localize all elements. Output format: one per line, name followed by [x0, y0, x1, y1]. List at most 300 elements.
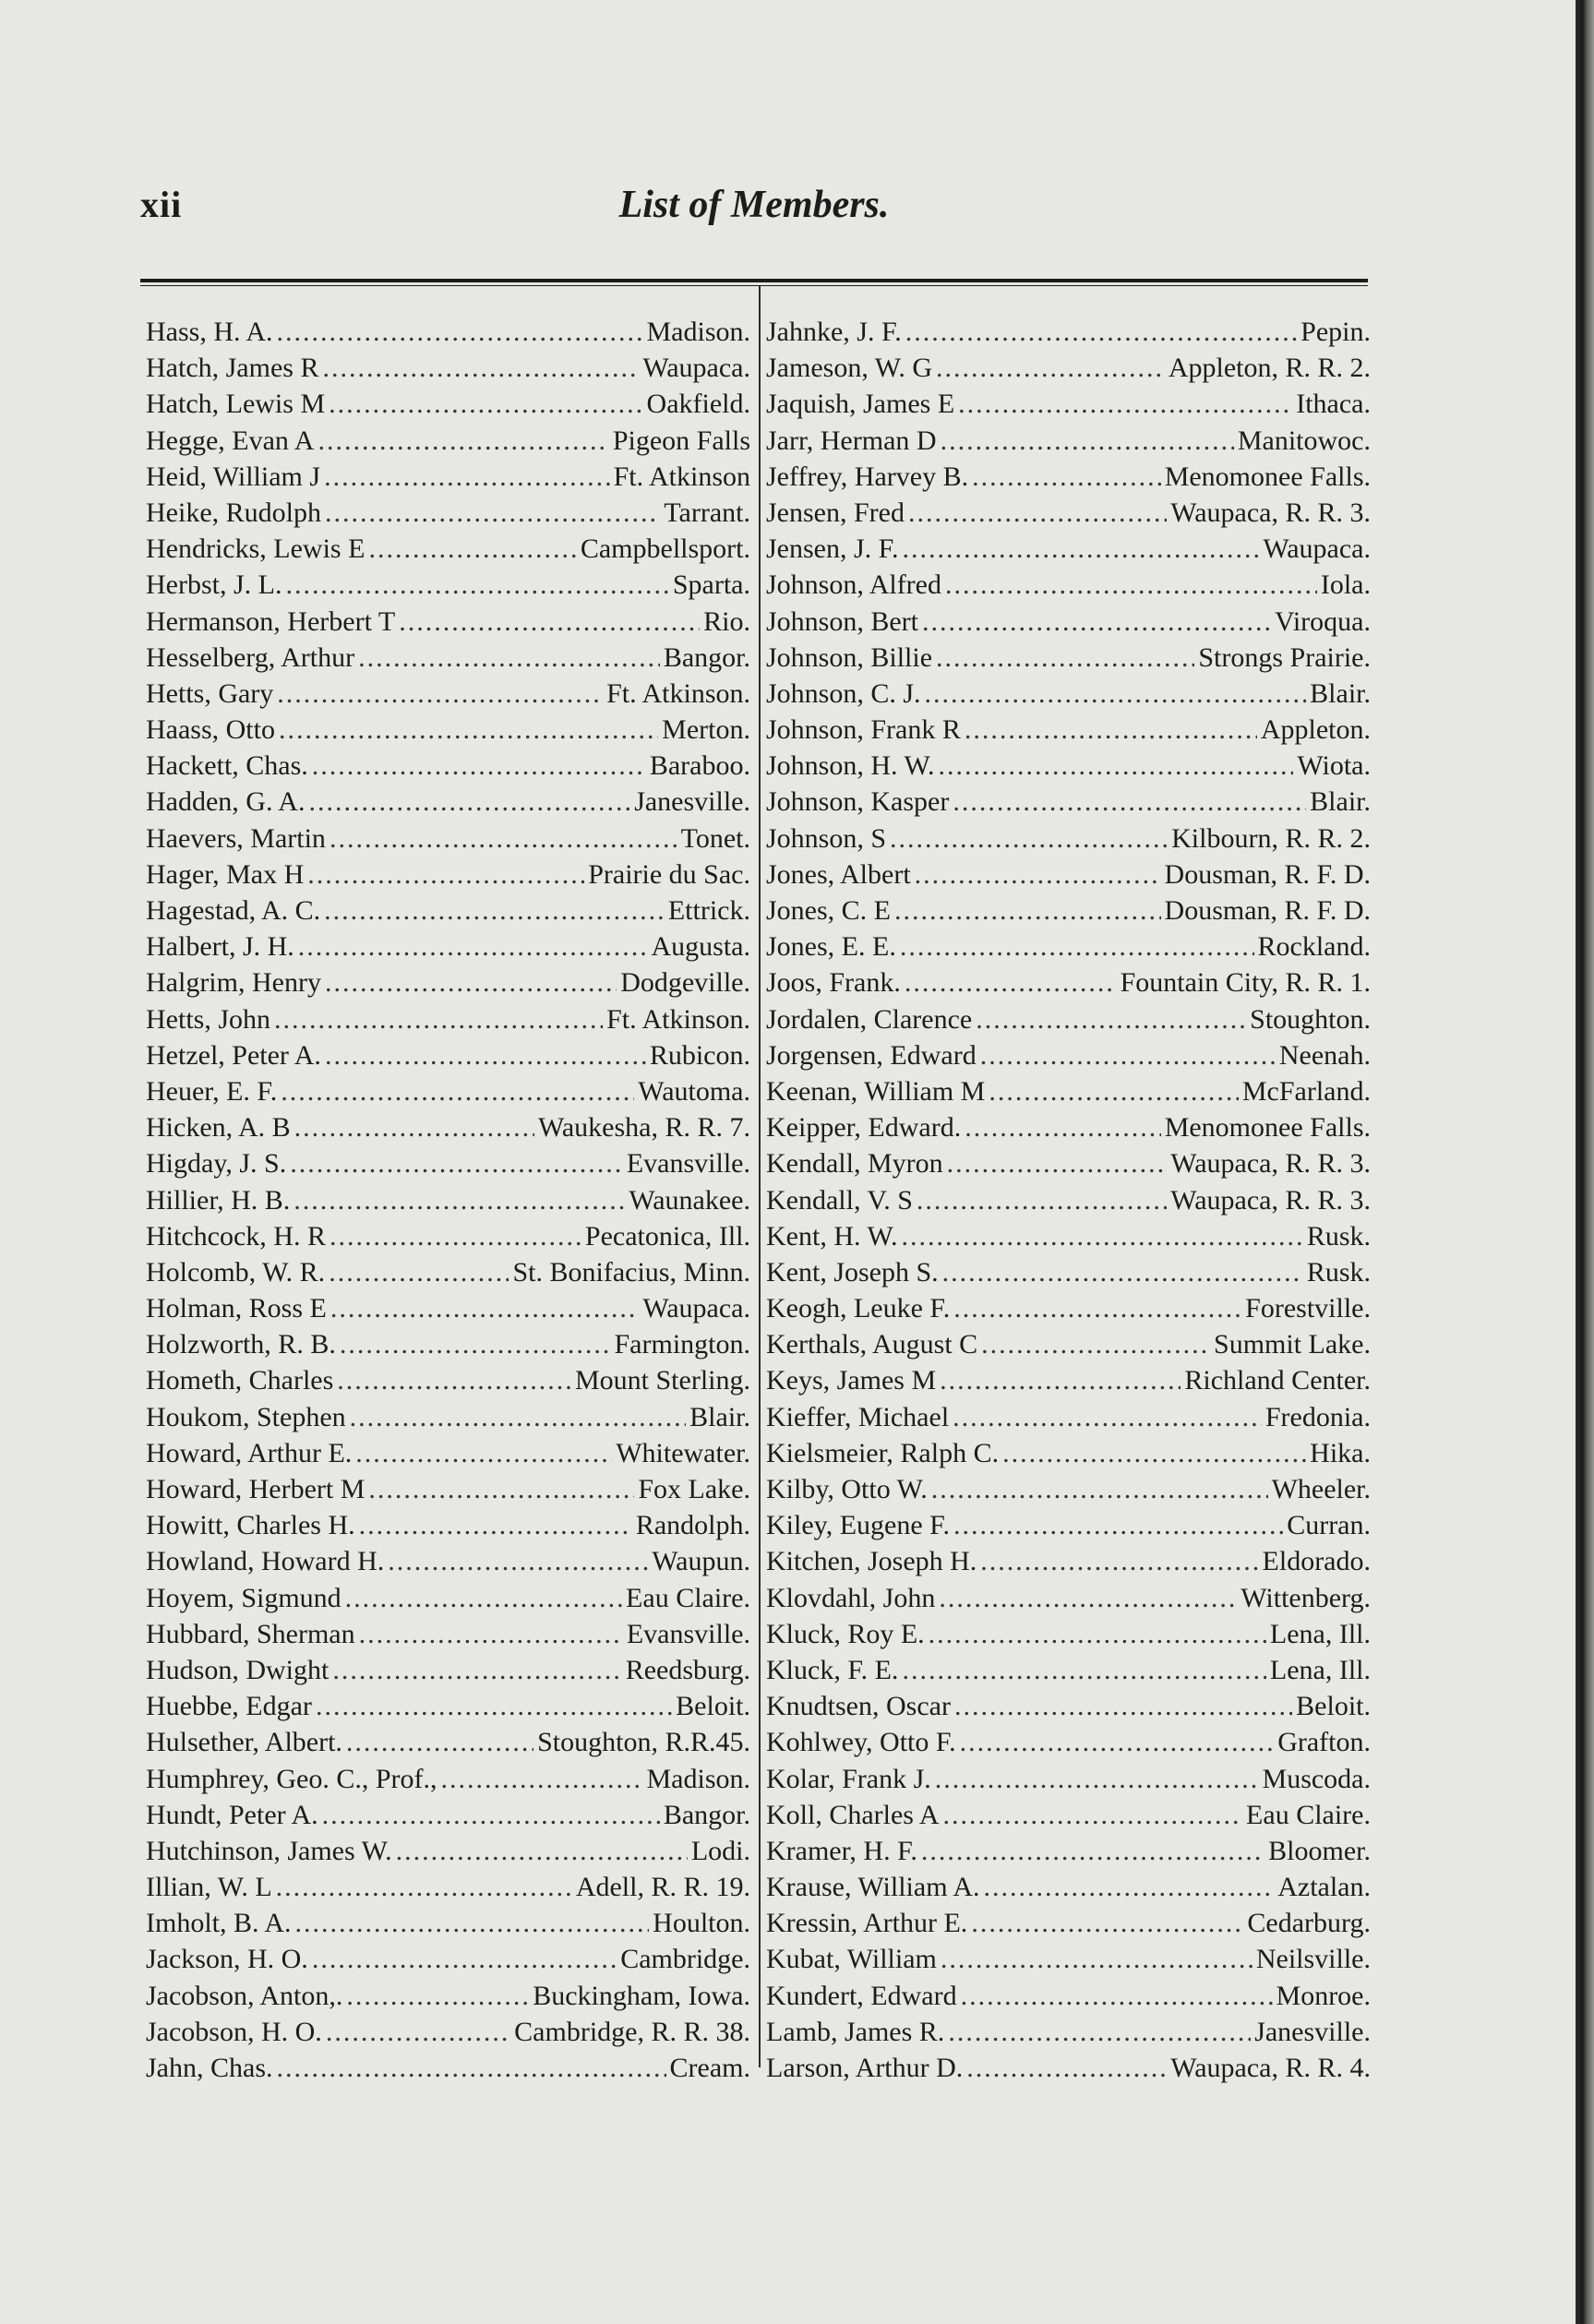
member-place: Cedarburg. — [1247, 1908, 1371, 1939]
member-name: Jarr, Herman D — [766, 425, 937, 456]
member-entry — [766, 1037, 1371, 1073]
member-entry — [766, 1978, 1371, 2014]
member-place: Buckingham, Iowa. — [533, 1980, 750, 2011]
member-column-right — [766, 314, 1371, 2086]
member-name: Kieffer, Michael — [766, 1401, 950, 1432]
member-place: McFarland. — [1241, 1075, 1371, 1107]
member-place: Blair. — [1310, 677, 1371, 709]
member-entry — [146, 640, 750, 676]
dot-leader — [346, 1724, 533, 1760]
page-number: xii — [140, 184, 183, 225]
member-place: Neilsville. — [1255, 1944, 1371, 1975]
member-entry — [146, 1797, 750, 1833]
member-name: Jones, C. E — [766, 895, 891, 926]
dot-leader — [939, 748, 1294, 784]
member-name: Kilby, Otto W. — [766, 1474, 928, 1504]
member-entry — [146, 1507, 750, 1543]
member-entry — [766, 1145, 1371, 1181]
member-place: Monroe. — [1276, 1980, 1371, 2011]
member-place: Hika. — [1310, 1437, 1371, 1468]
member-place: Lena, Ill. — [1269, 1618, 1371, 1649]
member-name: Hudson, Dwight — [146, 1654, 330, 1685]
dot-leader — [939, 1580, 1237, 1616]
member-entry — [766, 1616, 1371, 1652]
member-name: Kendall, Myron — [766, 1148, 943, 1180]
member-place: Sparta. — [672, 569, 750, 601]
dot-leader — [902, 1652, 1265, 1688]
dot-leader — [290, 1145, 623, 1181]
member-place: Wittenberg. — [1240, 1582, 1371, 1613]
member-name: Kohlwey, Otto F. — [766, 1727, 956, 1758]
member-name: Holzworth, R. B. — [146, 1329, 336, 1360]
member-name: Hundt, Peter A. — [146, 1799, 318, 1830]
member-place: Ft. Atkinson. — [606, 677, 750, 709]
dot-leader — [359, 1507, 632, 1543]
dot-leader — [953, 1399, 1262, 1435]
dot-leader — [277, 314, 643, 350]
member-place: Beloit. — [676, 1691, 750, 1722]
member-entry — [146, 1833, 750, 1869]
member-name: Kressin, Arthur E. — [766, 1908, 968, 1939]
member-name: Haevers, Martin — [146, 822, 326, 854]
member-entry — [146, 1724, 750, 1760]
member-name: Hoyem, Sigmund — [146, 1582, 342, 1613]
member-entry — [146, 748, 750, 784]
member-entry — [146, 712, 750, 748]
member-place: Reedsburg. — [625, 1654, 750, 1685]
member-place: Eldorado. — [1262, 1546, 1371, 1577]
dot-leader — [330, 1218, 581, 1254]
dot-leader — [1002, 1435, 1306, 1471]
member-entry — [146, 386, 750, 422]
member-name: Hetzel, Peter A. — [146, 1039, 321, 1071]
member-name: Keys, James M — [766, 1365, 937, 1396]
member-place: Menomonee Falls. — [1164, 1112, 1371, 1144]
member-place: Augusta. — [651, 931, 750, 963]
member-place: Fredonia. — [1264, 1401, 1371, 1432]
dot-leader — [285, 567, 668, 603]
dot-leader — [358, 640, 660, 676]
member-place: Beloit. — [1296, 1691, 1371, 1722]
member-place: Manitowoc. — [1237, 425, 1371, 456]
member-entry — [146, 1254, 750, 1290]
member-entry — [766, 2050, 1371, 2086]
member-entry — [766, 604, 1371, 640]
member-entry — [766, 1761, 1371, 1797]
member-name: Heuer, E. F. — [146, 1075, 278, 1107]
member-name: Johnson, Bert — [766, 605, 918, 637]
member-name: Howitt, Charles H. — [146, 1510, 355, 1541]
member-name: Kent, Joseph S. — [766, 1256, 939, 1288]
member-name: Hutchinson, James W. — [146, 1835, 392, 1866]
dot-leader — [971, 1905, 1243, 1941]
member-place: Eau Claire. — [1246, 1799, 1371, 1830]
dot-leader — [329, 386, 642, 422]
member-entry — [146, 459, 750, 495]
member-name: Howard, Herbert M — [146, 1474, 366, 1504]
member-entry — [146, 2050, 750, 2086]
dot-leader — [905, 964, 1117, 1000]
dot-leader — [325, 1037, 646, 1073]
member-place: Kilbourn, R. R. 2. — [1171, 822, 1371, 854]
member-place: Ft. Atkinson — [613, 461, 750, 492]
member-name: Knudtsen, Oscar — [766, 1691, 951, 1722]
member-place: Curran. — [1287, 1510, 1371, 1541]
member-name: Kluck, Roy E. — [766, 1618, 925, 1649]
dot-leader — [940, 1362, 1181, 1398]
member-place: Tonet. — [680, 822, 750, 854]
member-name: Jones, E. E. — [766, 931, 896, 963]
member-entry — [766, 748, 1371, 784]
member-place: Lodi. — [690, 1835, 750, 1866]
dot-leader — [326, 2014, 510, 2050]
member-entry — [146, 1543, 750, 1579]
dot-leader — [902, 1218, 1303, 1254]
member-name: Keogh, Leuke F. — [766, 1293, 951, 1324]
member-name: Houkom, Stephen — [146, 1401, 346, 1432]
member-entry — [146, 1761, 750, 1797]
dot-leader — [984, 1869, 1275, 1905]
dot-leader — [931, 1471, 1268, 1507]
member-entry — [146, 567, 750, 603]
dot-leader — [307, 857, 584, 892]
member-entry — [766, 386, 1371, 422]
member-place: Wautoma. — [638, 1075, 750, 1107]
member-entry — [146, 1652, 750, 1688]
member-place: Bloomer. — [1268, 1835, 1371, 1866]
member-name: Kiley, Eugene F. — [766, 1510, 950, 1541]
member-name: Jensen, J. F. — [766, 533, 899, 565]
member-entry — [146, 676, 750, 712]
member-entry — [146, 821, 750, 857]
member-name: Jameson, W. G — [766, 353, 932, 384]
member-entry — [146, 1869, 750, 1905]
dot-leader — [276, 1869, 572, 1905]
member-entry — [766, 928, 1371, 964]
member-entry — [146, 1037, 750, 1073]
member-entry — [146, 1182, 750, 1218]
member-place: Menomonee Falls. — [1164, 461, 1371, 492]
member-name: Hendricks, Lewis E — [146, 533, 366, 565]
dot-leader — [324, 892, 665, 928]
member-place: Whitewater. — [616, 1437, 750, 1468]
member-place: Houlton. — [653, 1908, 750, 1939]
dot-leader — [329, 1254, 509, 1290]
member-name: Illian, W. L — [146, 1872, 272, 1903]
member-place: Cream. — [669, 2053, 750, 2083]
member-place: Madison. — [646, 1763, 750, 1794]
dot-leader — [902, 531, 1259, 567]
member-name: Herbst, J. L. — [146, 569, 282, 601]
dot-leader — [980, 1037, 1276, 1073]
member-place: Evansville. — [626, 1618, 750, 1649]
member-place: Waupaca, R. R. 3. — [1170, 497, 1371, 528]
member-entry — [766, 567, 1371, 603]
member-entry — [146, 1905, 750, 1941]
member-place: Pigeon Falls — [612, 425, 750, 456]
dot-leader — [935, 1761, 1259, 1797]
member-entry — [766, 1182, 1371, 1218]
dot-leader — [294, 1182, 625, 1218]
dot-leader — [900, 928, 1254, 964]
member-name: Hillier, H. B. — [146, 1184, 291, 1216]
member-place: Waupaca, R. R. 3. — [1170, 1148, 1371, 1180]
dot-leader — [942, 1254, 1303, 1290]
member-entry — [766, 350, 1371, 386]
member-entry — [766, 1941, 1371, 1977]
member-entry — [146, 1326, 750, 1362]
member-place: Aztalan. — [1277, 1872, 1371, 1903]
member-name: Hass, H. A. — [146, 317, 273, 347]
page-binding-edge — [1559, 0, 1594, 2324]
member-entry — [766, 459, 1371, 495]
dot-leader — [981, 1326, 1210, 1362]
member-entry — [146, 531, 750, 567]
member-entry — [146, 1145, 750, 1181]
header-rule — [140, 279, 1368, 286]
member-entry — [766, 2014, 1371, 2050]
dot-leader — [947, 1145, 1168, 1181]
member-name: Kolar, Frank J. — [766, 1763, 931, 1794]
dot-leader — [905, 314, 1297, 350]
dot-leader — [345, 1580, 622, 1616]
member-entry — [766, 495, 1371, 531]
member-entry — [766, 1073, 1371, 1109]
member-name: Hesselberg, Arthur — [146, 641, 355, 673]
member-entry — [146, 928, 750, 964]
member-entry — [766, 1435, 1371, 1471]
dot-leader — [350, 1399, 687, 1435]
dot-leader — [308, 784, 630, 820]
dot-leader — [953, 1290, 1241, 1326]
dot-leader — [399, 604, 700, 640]
member-entry — [146, 1688, 750, 1724]
member-name: Huebbe, Edgar — [146, 1691, 312, 1722]
member-place: Viroqua. — [1274, 605, 1371, 637]
member-place: Grafton. — [1277, 1727, 1371, 1758]
member-place: Rubicon. — [649, 1039, 750, 1071]
member-place: Cambridge. — [620, 1944, 750, 1975]
member-entry — [146, 495, 750, 531]
member-place: Lena, Ill. — [1269, 1654, 1371, 1685]
member-entry — [766, 531, 1371, 567]
member-name: Jackson, H. O. — [146, 1944, 308, 1975]
member-entry — [766, 784, 1371, 820]
member-name: Hegge, Evan A — [146, 425, 315, 456]
dot-leader — [274, 1001, 603, 1037]
member-name: Haass, Otto — [146, 714, 275, 746]
dot-leader — [894, 892, 1161, 928]
member-name: Johnson, Frank R — [766, 714, 961, 746]
member-place: Rusk. — [1306, 1256, 1371, 1288]
member-entry — [146, 1073, 750, 1109]
member-place: Wiota. — [1297, 750, 1371, 782]
member-entry — [146, 1616, 750, 1652]
member-place: Waukesha, R. R. 7. — [537, 1112, 750, 1144]
member-name: Koll, Charles A — [766, 1799, 940, 1830]
member-entry — [766, 821, 1371, 857]
dot-leader — [312, 748, 646, 784]
page-header — [140, 183, 1368, 238]
member-entry — [766, 964, 1371, 1000]
member-name: Kluck, F. E. — [766, 1654, 899, 1685]
member-name: Hulsether, Albert. — [146, 1727, 342, 1758]
member-entry — [766, 1580, 1371, 1616]
member-entry — [766, 314, 1371, 350]
dot-leader — [943, 1797, 1243, 1833]
member-entry — [766, 1905, 1371, 1941]
member-entry — [146, 314, 750, 350]
member-entry — [766, 1218, 1371, 1254]
member-entry — [146, 1362, 750, 1398]
dot-leader — [279, 712, 658, 748]
member-name: Howard, Arthur E. — [146, 1437, 353, 1468]
dot-leader — [330, 1290, 639, 1326]
member-name: Kendall, V. S — [766, 1184, 913, 1216]
member-place: Waupaca. — [1263, 533, 1371, 565]
dot-leader — [921, 1833, 1264, 1869]
member-place: Baraboo. — [649, 750, 750, 782]
member-place: Neenah. — [1278, 1039, 1371, 1071]
member-entry — [766, 1724, 1371, 1760]
dot-leader — [958, 386, 1292, 422]
dot-leader — [281, 1073, 634, 1109]
member-name: Klovdahl, John — [766, 1582, 936, 1613]
dot-leader — [277, 2050, 666, 2086]
member-place: Pepin. — [1300, 317, 1371, 347]
member-entry — [766, 1362, 1371, 1398]
member-name: Hetts, John — [146, 1003, 270, 1035]
member-name: Joos, Frank. — [766, 967, 901, 999]
dot-leader — [929, 1616, 1266, 1652]
member-entry — [766, 1001, 1371, 1037]
dot-leader — [954, 1688, 1292, 1724]
member-place: Forestville. — [1245, 1293, 1371, 1324]
dot-leader — [989, 1073, 1239, 1109]
dot-leader — [966, 2050, 1167, 2086]
member-place: Dousman, R. F. D. — [1164, 895, 1371, 926]
dot-leader — [965, 712, 1257, 748]
member-place: Eau Claire. — [626, 1582, 750, 1613]
member-name: Hitchcock, H. R — [146, 1220, 326, 1252]
member-entry — [766, 1326, 1371, 1362]
member-place: Strongs Prairie. — [1198, 641, 1371, 673]
dot-leader — [312, 1941, 617, 1977]
member-name: Jeffrey, Harvey B. — [766, 461, 969, 492]
member-name: Humphrey, Geo. C., Prof., — [146, 1763, 437, 1794]
member-name: Hatch, Lewis M — [146, 389, 326, 420]
dot-leader — [965, 1109, 1160, 1145]
dot-leader — [908, 495, 1167, 531]
member-name: Howland, Howard H. — [146, 1546, 385, 1577]
member-entry — [146, 1941, 750, 1977]
member-name: Imholt, B. A. — [146, 1908, 292, 1939]
dot-leader — [298, 928, 648, 964]
dot-leader — [953, 784, 1306, 820]
member-name: Larson, Arthur D. — [766, 2053, 964, 2083]
member-entry — [766, 857, 1371, 892]
dot-leader — [960, 1724, 1275, 1760]
dot-leader — [941, 1941, 1252, 1977]
member-name: Hackett, Chas. — [146, 750, 308, 782]
member-place: Dodgeville. — [620, 967, 750, 999]
member-place: Waunakee. — [629, 1184, 750, 1216]
member-place: Prairie du Sac. — [588, 858, 750, 890]
member-name: Hicken, A. B — [146, 1112, 291, 1144]
member-name: Jacobson, Anton,. — [146, 1980, 343, 2011]
member-name: Lamb, James R. — [766, 2016, 945, 2047]
member-entry — [766, 1833, 1371, 1869]
dot-leader — [325, 495, 660, 531]
dot-leader — [295, 1905, 650, 1941]
member-place: Ft. Atkinson. — [606, 1003, 750, 1035]
member-place: Stoughton. — [1250, 1003, 1371, 1035]
dot-leader — [346, 1978, 529, 2014]
member-place: Ithaca. — [1296, 389, 1371, 420]
dot-leader — [917, 1182, 1167, 1218]
member-place: Merton. — [662, 714, 750, 746]
member-name: Johnson, H. W. — [766, 750, 935, 782]
member-place: Fountain City, R. R. 1. — [1120, 967, 1371, 999]
member-place: Campbellsport. — [580, 533, 750, 565]
member-name: Johnson, Billie — [766, 641, 933, 673]
dot-leader — [294, 1109, 534, 1145]
member-place: Muscoda. — [1262, 1763, 1371, 1794]
dot-leader — [922, 604, 1271, 640]
member-column-left — [146, 314, 750, 2086]
member-place: Tarrant. — [664, 497, 750, 528]
dot-leader — [972, 459, 1161, 495]
member-entry — [146, 892, 750, 928]
member-name: Higday, J. S. — [146, 1148, 287, 1180]
member-entry — [766, 423, 1371, 459]
member-place: Cambridge, R. R. 38. — [514, 2016, 750, 2047]
member-entry — [146, 2014, 750, 2050]
member-place: Wheeler. — [1271, 1474, 1371, 1504]
member-place: Mount Sterling. — [574, 1365, 750, 1396]
member-name: Jacobson, H. O. — [146, 2016, 322, 2047]
member-entry — [766, 640, 1371, 676]
member-entry — [766, 1688, 1371, 1724]
member-entry — [146, 1001, 750, 1037]
member-name: Hometh, Charles — [146, 1365, 334, 1396]
member-entry — [766, 1471, 1371, 1507]
member-name: Halbert, J. H. — [146, 931, 294, 963]
dot-leader — [961, 1978, 1273, 2014]
member-place: Bangor. — [663, 1799, 750, 1830]
member-place: Madison. — [646, 317, 750, 347]
member-entry — [766, 1652, 1371, 1688]
dot-leader — [316, 1688, 672, 1724]
dot-leader — [388, 1543, 648, 1579]
member-place: Rio. — [703, 605, 750, 637]
member-name: Kubat, William — [766, 1944, 937, 1975]
dot-leader — [890, 821, 1168, 857]
dot-leader — [948, 2014, 1251, 2050]
member-name: Jones, Albert — [766, 858, 911, 890]
dot-leader — [359, 1616, 623, 1652]
member-place: Janesville. — [1254, 2016, 1371, 2047]
member-entry — [146, 784, 750, 820]
member-entry — [146, 1471, 750, 1507]
dot-leader — [277, 676, 603, 712]
member-place: Summit Lake. — [1214, 1329, 1371, 1360]
member-name: Kent, H. W. — [766, 1220, 898, 1252]
dot-leader — [368, 1471, 634, 1507]
member-name: Kramer, H. F. — [766, 1835, 917, 1866]
member-entry — [146, 1978, 750, 2014]
dot-leader — [936, 640, 1194, 676]
